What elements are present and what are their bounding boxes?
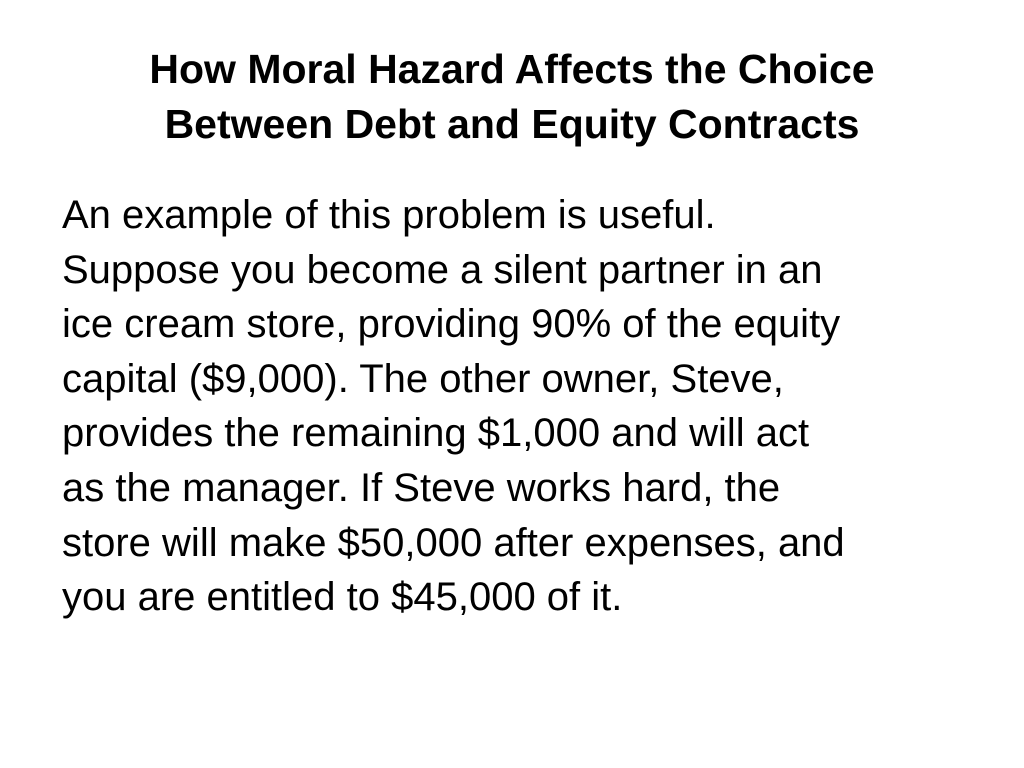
body-text-line: store will make $50,000 after expenses, and <box>62 520 845 565</box>
body-text-line: as the manager. If Steve works hard, the <box>62 465 781 510</box>
slide-title-line: How Moral Hazard Affects the Choice <box>149 46 875 92</box>
body-text-line: you are entitled to $45,000 of it. <box>62 575 623 620</box>
body-text-line: capital ($9,000). The other owner, Steve, <box>62 356 784 401</box>
body-text-line: ice cream store, providing 90% of the equity <box>62 302 841 347</box>
body-text-line: provides the remaining $1,000 and will act <box>62 411 810 456</box>
slide-title-line: Between Debt and Equity Contracts <box>164 101 860 147</box>
slide-title <box>40 42 984 152</box>
slide-body-text <box>62 188 992 625</box>
body-text-line: An example of this problem is useful. <box>62 193 716 237</box>
body-text-line: Suppose you become a silent partner in an <box>62 247 823 292</box>
